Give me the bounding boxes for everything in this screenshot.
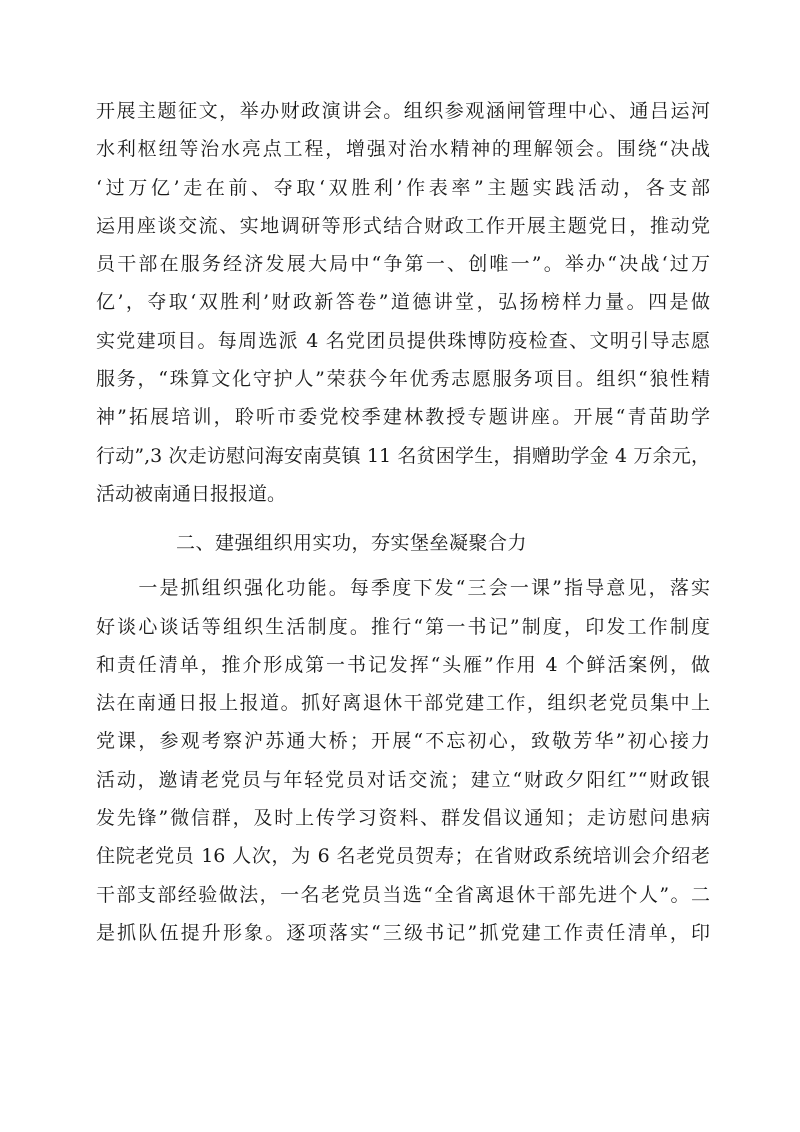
text-line: 实党建项目。每周选派 4 名党团员提供珠博防疫检查、文明引导志愿 [96,329,710,352]
text-line: 住院老党员 16 人次，为 6 名老党员贺寿；在省财政系统培训会介绍老 [96,845,710,868]
text-line: 是抓队伍提升形象。逐项落实“三级书记”抓党建工作责任清单，印 [96,921,710,944]
text-line: 活动，邀请老党员与年轻党员对话交流；建立“财政夕阳红”“财政银 [96,768,710,791]
text-line: 发先锋”微信群，及时上传学习资料、群发倡议通知；走访慰问患病 [96,807,710,830]
section-heading: 二、建强组织用实功，夯实堡垒凝聚合力 [176,532,528,555]
text-line: 活动被南通日报报道。 [96,482,287,505]
text-line: 法在南通日报上报道。抓好离退休干部党建工作，组织老党员集中上 [96,692,710,715]
text-line: 亿’，夺取‘双胜利’财政新答卷”道德讲堂，弘扬榜样力量。四是做 [96,291,710,314]
text-line: 员干部在服务经济发展大局中“争第一、创唯一”。举办“决战‘过万 [96,253,710,276]
text-line: 行动”,3 次走访慰问海安南莫镇 11 名贫困学生，捐赠助学金 4 万余元， [96,444,710,467]
text-line: 好谈心谈话等组织生活制度。推行“第一书记”制度，印发工作制度 [96,615,710,638]
paragraph-2 [96,569,710,952]
document-page [96,92,710,952]
text-line: 干部支部经验做法，一名老党员当选“全省离退休干部先进个人”。二 [96,883,710,906]
text-line: ‘过万亿’走在前、夺取‘双胜利’作表率”主题实践活动，各支部 [96,176,710,199]
text-line: 运用座谈交流、实地调研等形式结合财政工作开展主题党日，推动党 [96,214,710,237]
text-line: 党课，参观考察沪苏通大桥；开展“不忘初心，致敬芳华”初心接力 [96,730,710,753]
text-line: 一是抓组织强化功能。每季度下发“三会一课”指导意见，落实 [96,577,710,600]
text-line: 开展主题征文，举办财政演讲会。组织参观涵闸管理中心、通吕运河 [96,100,710,122]
text-line: 水利枢纽等治水亮点工程，增强对治水精神的理解领会。围绕“决战 [96,138,710,161]
text-line: 服务，“珠算文化守护人”荣获今年优秀志愿服务项目。组织“狼性精 [96,368,710,391]
text-line: 和责任清单，推介形成第一书记发挥“头雁”作用 4 个鲜活案例，做 [96,653,710,676]
text-line: 神”拓展培训，聆听市委党校季建林教授专题讲座。开展“青苗助学 [96,406,710,429]
paragraph-1 [96,92,710,513]
